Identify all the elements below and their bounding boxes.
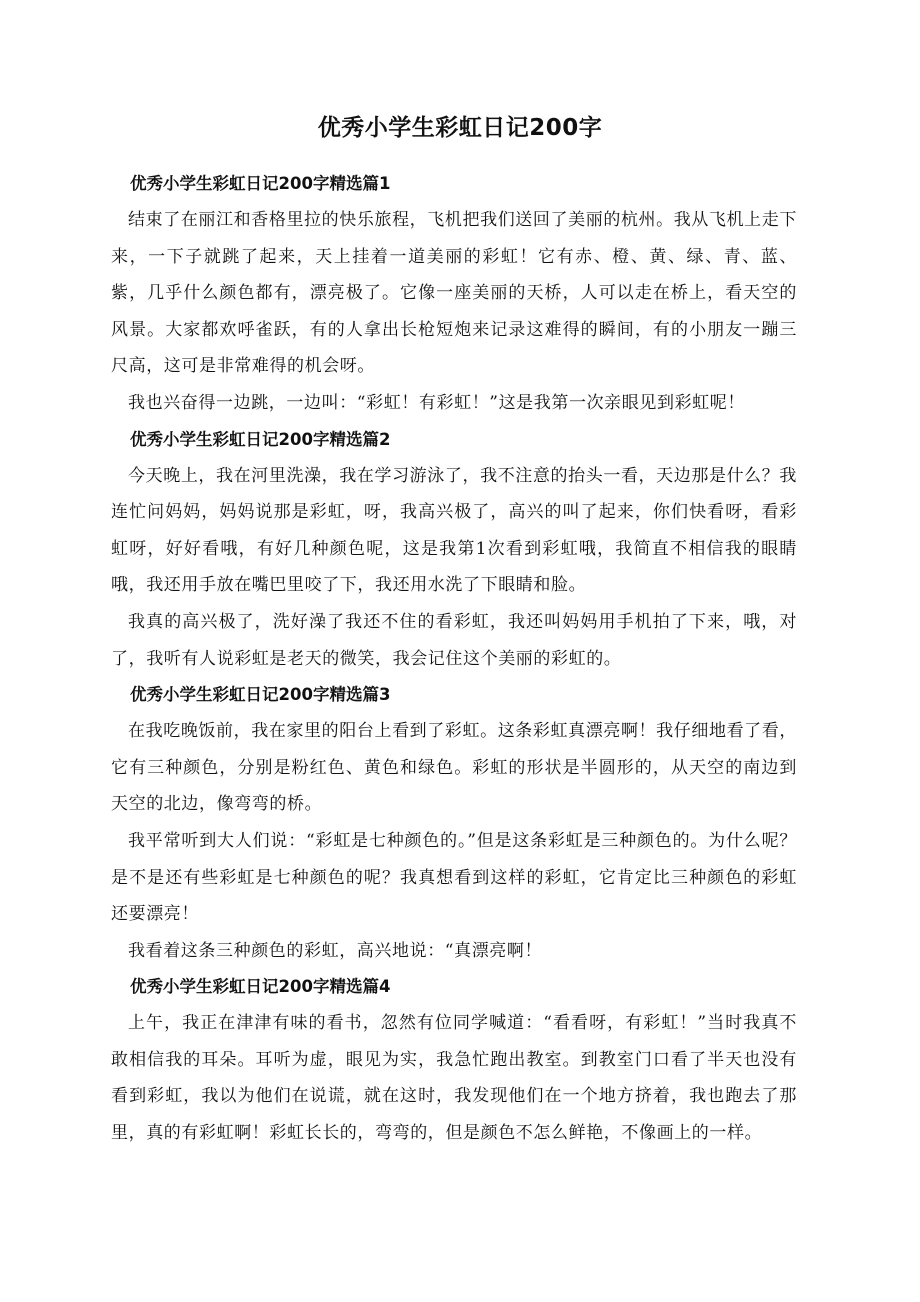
section-heading: 优秀小学生彩虹日记200字精选篇2 xyxy=(130,429,391,449)
section-4 xyxy=(111,969,797,1151)
paragraph: 上午，我正在津津有味的看书，忽然有位同学喊道：“看看呀，有彩虹！”当时我真不敢相信我的耳朵。耳听为虚，眼见为实，我急忙跑出教室。到教室门口看了半天也没有看到彩虹，我以为他们在说谎，就在这时，我发现他们在一个地方挤着，我也跑去了那里，真的有彩虹啊！彩虹长长的，弯弯的，但是颜色不怎么鲜艳，不像画上的一样。 xyxy=(111,1013,797,1144)
section-heading: 优秀小学生彩虹日记200字精选篇1 xyxy=(130,174,391,193)
paragraph: 今天晚上，我在河里洗澡，我在学习游泳了，我不注意的抬头一看，天边那是什么？我连忙问妈妈，妈妈说那是彩虹，呀，我高兴极了，高兴的叫了起来，你们快看呀，看彩虹呀，好好看哦，有好几种颜色呢，这是我第1次看到彩虹哦，我简直不相信我的眼睛哦，我还用手放在嘴巴里咬了下，我还用水洗了下眼睛和脸。 xyxy=(111,465,797,596)
section-heading: 优秀小学生彩虹日记200字精选篇3 xyxy=(130,685,391,705)
paragraph: 在我吃晚饭前，我在家里的阳台上看到了彩虹。这条彩虹真漂亮啊！我仔细地看了看，它有三种颜色，分别是粉红色、黄色和绿色。彩虹的形状是半圆形的，从天空的南边到天空的北边，像弯弯的桥。 xyxy=(111,721,797,815)
paragraph: 我看着这条三种颜色的彩虹，高兴地说：“真漂亮啊！ xyxy=(128,940,543,961)
document-title: 优秀小学生彩虹日记200字 xyxy=(317,115,603,141)
paragraph: 我真的高兴极了，洗好澡了我还不住的看彩虹，我还叫妈妈用手机拍了下来，哦，对了，我听有人说彩虹是老天的微笑，我会记住这个美丽的彩虹的。 xyxy=(111,611,797,669)
section-1 xyxy=(111,166,797,422)
paragraph: 我平常听到大人们说：“彩虹是七种颜色的。”但是这条彩虹是三种颜色的。为什么呢？是不是还有些彩虹是七种颜色的呢？我真想看到这样的彩虹，它肯定比三种颜色的彩虹还要漂亮！ xyxy=(111,830,797,925)
document-body xyxy=(111,166,797,1152)
section-3 xyxy=(111,677,797,969)
paragraph: 结束了在丽江和香格里拉的快乐旅程，飞机把我们送回了美丽的杭州。我从飞机上走下来，一下子就跳了起来，天上挂着一道美丽的彩虹！它有赤、橙、黄、绿、青、蓝、紫，几乎什么颜色都有，漂亮极了。它像一座美丽的天桥，人可以走在桥上，看天空的风景。大家都欢呼雀跃，有的人拿出长枪短炮来记录这难得的瞬间，有的小朋友一蹦三尺高，这可是非常难得的机会呀。 xyxy=(111,210,797,377)
paragraph: 我也兴奋得一边跳，一边叫：“彩虹！有彩虹！”这是我第一次亲眼见到彩虹呢！ xyxy=(128,392,745,413)
section-2 xyxy=(111,422,797,678)
section-heading: 优秀小学生彩虹日记200字精选篇4 xyxy=(130,977,391,997)
